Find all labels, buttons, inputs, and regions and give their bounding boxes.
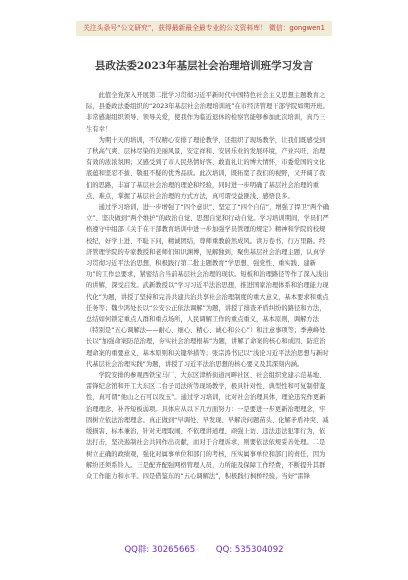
document-title: 县政法委2023年基层社会治理培训班学习发言 bbox=[94, 60, 314, 72]
paragraph-site-visits: 学院安排的参观西铁宝马厂、大东区津桥街道河畔社区、社会组织党建示范基地、雷锋纪念馆和开工大东区二台子司法所等现场教学，极具针对性、典型性和可复制借鉴性，真可谓“他山之石可以攻玉”。通过学习培训，比对社会治理具体，理论迅究作更新治理理念、补齐短板弱项。具体应从以下几方面努力：一是要进一步更新治理理念，牢固树立依法治理理念。真正做到“早调处、早发现、早解决问题苗头、化解矛盾冲突、减缓损害、标本兼治，针对无理取闹、不依理讲道理、顽强上访、违法违法犯罪行为，依法打击，坚决遏制社会共同作出贡献，而对于合理诉求，则要依法依规妥善处理。二是树立正确的政绩观，强化对属事单位和部门的考核，压实属事单位和部门的责任，因为解纷还须系铃人。三是配齐配强网格管理人员，力所能及保障工作经费，不断提升其群众工作能力和水平。四是借鉴东的“五心调解法”，积极践行枫桥经验，当好“雷锋 bbox=[86, 372, 329, 480]
qq-number-text: QQ: 535304092 bbox=[215, 545, 284, 555]
paragraph-intro: 此值全党深入开展第二批学习贯彻习近平新时代中国特色社会主义思想主题教育之际，县委政法委组织的“2023年基层社会治理培训班”在市经济管理干部学院如期开班。非常感谢组织领导、领导关爱，使我作为临近退休的检察官能够参加此次培训，真乃三生有幸！ bbox=[86, 92, 329, 133]
contact-footer bbox=[0, 543, 408, 555]
qq-group-text: QQ群: 30265665 bbox=[124, 545, 196, 555]
paragraph-training-overview: 为期十天的培训，不仅精心安排了理论教学，还组织了现场教学，让我们既感受到了秋高气爽、层林尽染的美丽风景，安定祥和、安居乐业的发展环境，产业兴旺、治理有效的浓浓氛围；又感受到了市人民热情好客、敢直礼让的博大情怀，市委爱国的文化底蕴和坚忍不拔、敬祖不疑的优秀品质。此次培训，既拓宽了我们的视野，又开阔了我们的思路，丰富了基层社会治理的理论和经验，同时进一步明确了基层社会治理的重点、难点，掌握了基层社会治理的方式方法，真可谓受益匪浅、感悟良多。 bbox=[86, 136, 326, 200]
paragraph-learning: 通过学习培训，进一步增强了“四个意识”、坚定了“四个自信”，增强了捍卫“两个确立”、坚决做到“两个维护”的政治自觉、思想自觉和行动自觉。学习培训期间，学员们严格遵守中组部《关于在干部教育培训中进一步加强学员管理的规定》精神和学院的校规校纪，好学上进、不耻下问，精诚团结，尊师重教蔚然成风。读万卷书，行万里路。经济管理学院的专家教授和老师们知识渊博，见解独到，聚焦基层社会治理主题，认真学习贯彻习近平法治思想，积极践行第二批主题教育“学思想、强党性、重实践、建新功”的工作总要求，紧密结合当前基层社会治理的现状。短板和治理路径等作了深入浅出的讲解，深受启发。武新教授以“学习习近平法治思想，推进国家治理体系和治理能力现代化”为题，讲授了坚持和完善共建共治共享社会治理制度的重大意义，基本要求和重点任务等；魏少鸿处长以“公安公正依法调解”为题，讲授了排查矛盾纠纷的路径和方法，总结如何锁定重点人群和重点场所，人民调解工作的重点重义，基本原则，调解方法（特别是“五心调解法——耐心、细心、精心、诚心和公心”）和注意事项等；季燕峰处长以“加强命案防范治理，夯实社会治理根基”为题，讲解了命案的核心和成因、防范治理命案的重要意义、基本原则和关键举措等；张宗涛书记以“浅论习近平法治思想与新时代基层社会治理实践”为题，讲授了习近平法治思想的核心要义及其深刻内涵。 bbox=[86, 204, 329, 368]
document-body bbox=[86, 90, 330, 482]
promo-banner: 关注头条号“公文研究”，获得最新最全最专业的公文资料库！ 微信：gongwen1 bbox=[76, 21, 332, 36]
